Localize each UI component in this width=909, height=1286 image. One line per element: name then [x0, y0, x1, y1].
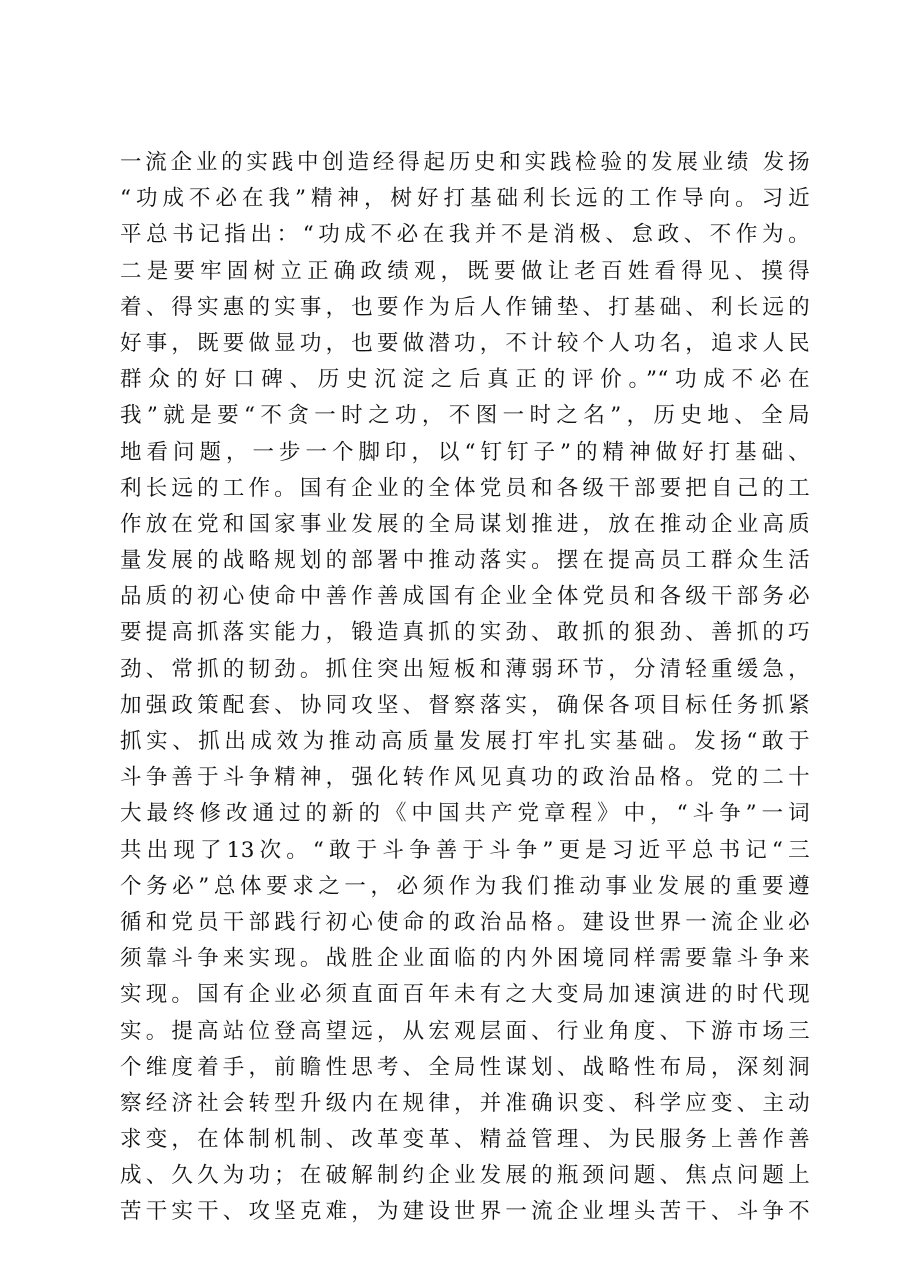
- text-line: 品质的初心使命中善作善成国有企业全体党员和各级干部务必: [120, 584, 810, 610]
- text-line: “功成不必在我”精神，树好打基础利长远的工作导向。习近: [120, 186, 810, 212]
- text-line: 个务必”总体要求之一，必须作为我们推动事业发展的重要遵: [120, 873, 810, 899]
- text-line: 抓实、抓出成效为推动高质量发展打牢扎实基础。发扬“敢于: [120, 729, 810, 754]
- text-line: 着、得实惠的实事，也要作为后人作铺垫、打基础、利长远的: [120, 294, 810, 320]
- text-line: 作放在党和国家事业发展的全局谋划推进，放在推动企业高质: [120, 511, 810, 537]
- text-line: 苦干实干、攻坚克难，为建设世界一流企业埋头苦干、斗争不: [120, 1199, 810, 1225]
- text-line: 地看问题，一步一个脚印，以“钉钉子”的精神做好打基础、: [120, 439, 810, 465]
- text-line: 我”就是要“不贪一时之功，不图一时之名”，历史地、全局: [120, 403, 810, 429]
- text-line: 共出现了13次。“敢于斗争善于斗争”更是习近平总书记“三: [120, 837, 810, 863]
- text-line: 大最终修改通过的新的《中国共产党章程》中，“斗争”一词: [120, 801, 810, 827]
- text-line: 实。提高站位登高望远，从宏观层面、行业角度、下游市场三: [120, 1018, 810, 1044]
- text-line: 好事，既要做显功，也要做潜功，不计较个人功名，追求人民: [120, 330, 810, 356]
- text-line: 察经济社会转型升级内在规律，并准确识变、科学应变、主动: [120, 1090, 810, 1116]
- text-line: 个维度着手，前瞻性思考、全局性谋划、战略性布局，深刻洞: [120, 1054, 810, 1080]
- text-line: 求变，在体制机制、改革变革、精益管理、为民服务上善作善: [120, 1127, 810, 1153]
- body-paragraph: [120, 145, 810, 1231]
- text-line: 劲、常抓的韧劲。抓住突出短板和薄弱环节，分清轻重缓急，: [120, 656, 810, 682]
- text-line: 平总书记指出：“功成不必在我并不是消极、怠政、不作为。: [120, 222, 810, 248]
- text-line: 群众的好口碑、历史沉淀之后真正的评价。”“功成不必在: [120, 367, 810, 393]
- text-line: 加强政策配套、协同攻坚、督察落实，确保各项目标任务抓紧: [120, 692, 810, 718]
- text-line: 一流企业的实践中创造经得起历史和实践检验的发展业绩 发扬: [120, 150, 810, 175]
- text-line: 要提高抓落实能力，锻造真抓的实劲、敢抓的狠劲、善抓的巧: [120, 620, 810, 646]
- text-line: 二是要牢固树立正确政绩观，既要做让老百姓看得见、摸得: [120, 258, 810, 284]
- text-line: 量发展的战略规划的部署中推动落实。摆在提高员工群众生活: [120, 548, 810, 574]
- text-line: 须靠斗争来实现。战胜企业面临的内外困境同样需要靠斗争来: [120, 946, 810, 972]
- text-line: 成、久久为功；在破解制约企业发展的瓶颈问题、焦点问题上: [120, 1163, 810, 1189]
- text-line: 循和党员干部践行初心使命的政治品格。建设世界一流企业必: [120, 909, 810, 935]
- text-line: 实现。国有企业必须直面百年未有之大变局加速演进的时代现: [120, 982, 810, 1008]
- text-line: 斗争善于斗争精神，强化转作风见真功的政治品格。党的二十: [120, 765, 810, 791]
- text-line: 利长远的工作。国有企业的全体党员和各级干部要把自己的工: [120, 475, 810, 501]
